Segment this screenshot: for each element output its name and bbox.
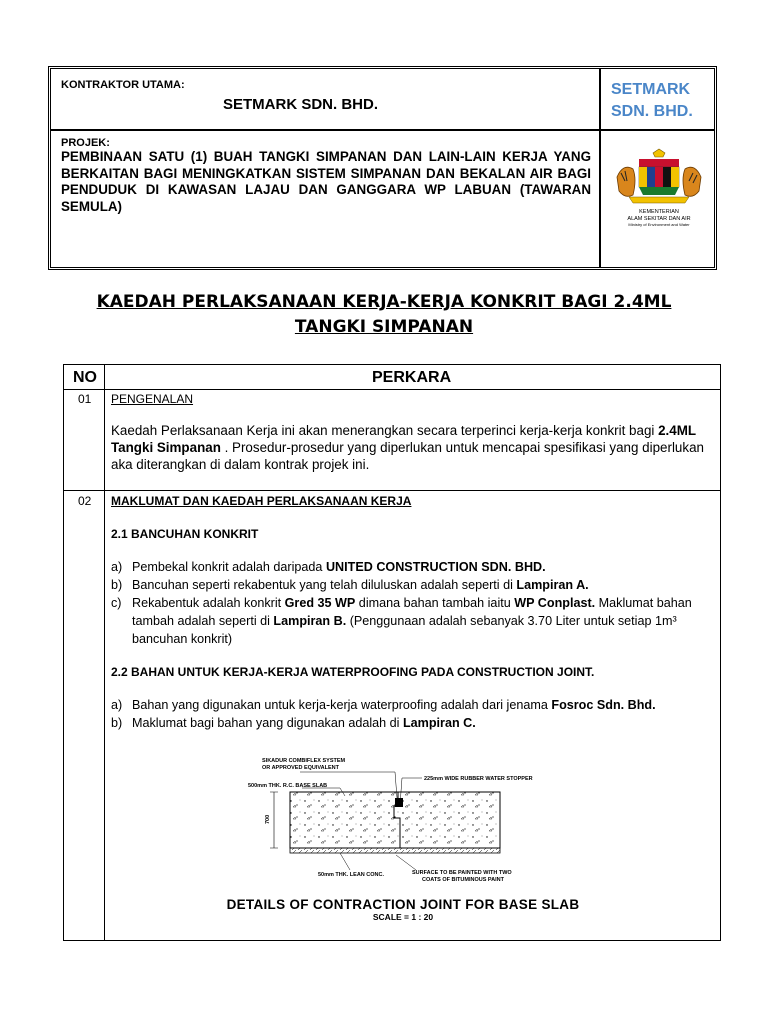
waterproofing-list [111, 696, 711, 732]
document-title [60, 290, 708, 340]
svg-text:KEMENTERIAN: KEMENTERIAN [639, 209, 679, 215]
title-line-1: KAEDAH PERLAKSANAAN KERJA-KERJA KONKRIT BAGI 2.4ML [96, 292, 672, 312]
list-text: dimana bahan tambah iaitu [355, 596, 515, 610]
svg-text:ALAM SEKITAR DAN AIR: ALAM SEKITAR DAN AIR [627, 216, 691, 222]
brand-line-2: SDN. BHD. [611, 103, 693, 120]
list-text: Rekabentuk adalah konkrit [132, 596, 285, 610]
intro-paragraph [111, 422, 711, 473]
title-line-2: TANGKI SIMPANAN [294, 317, 474, 337]
section-heading-pengenalan: PENGENALAN [111, 392, 194, 406]
list-text: Bahan yang digunakan untuk kerja-kerja waterproofing adalah dari jenama [132, 698, 552, 712]
annotation-water-stopper: 225mm WIDE RUBBER WATER STOPPER [424, 776, 533, 782]
annotation-sikadur-2: OR APPROVED EQUIVALENT [262, 765, 340, 771]
figure-scale: SCALE = 1 : 20 [372, 912, 434, 922]
list-marker: a) [111, 698, 123, 712]
subsection-bancuhan-konkrit: 2.1 BANCUHAN KONKRIT [111, 527, 259, 541]
header-divider [599, 69, 601, 129]
list-item [111, 558, 711, 576]
header-box [48, 66, 717, 270]
intro-text-b: . Prosedur-prosedur yang diperlukan untuk mencapai spesifikasi yang diperlukan aka diterangkan di dalam kontrak projek ini. [111, 440, 704, 472]
header-divider-lower [599, 129, 601, 267]
list-text-bold: Lampiran A. [516, 578, 589, 592]
annotation-surface-paint: SURFACE TO BE PAINTED WITH TWO [412, 870, 512, 876]
list-text: Pembekal konkrit adalah daripada [132, 560, 326, 574]
list-text: Maklumat bagi bahan yang digunakan adalah di [132, 716, 403, 730]
list-item [111, 576, 711, 594]
column-header-no: NO [73, 369, 97, 386]
annotation-dimension: 700 [265, 814, 271, 824]
contractor-name: SETMARK SDN. BHD. [223, 96, 379, 113]
list-text: (Penggunaan adalah sebanyak 3.70 Liter untuk setiap 1m³ bancuhan konkrit) [132, 614, 677, 646]
annotation-surface-paint-2: COATS OF BITUMINOUS PAINT [422, 877, 504, 883]
brand-line-1: SETMARK [611, 81, 691, 98]
list-marker: a) [111, 560, 123, 574]
list-text: Bancuhan seperti rekabentuk yang telah diluluskan adalah seperti di [132, 578, 517, 592]
ministry-crest-logo [609, 147, 709, 237]
intro-text-bold: 2.4ML Tangki Simpanan [111, 423, 696, 455]
contractor-label: KONTRAKTOR UTAMA: [61, 79, 185, 91]
leader-line [396, 855, 416, 870]
list-text-bold: Gred 35 WP [284, 596, 356, 610]
svg-text:Ministry of Environment and Wa: Ministry of Environment and Water [628, 222, 690, 227]
project-description: PEMBINAAN SATU (1) BUAH TANGKI SIMPANAN DAN LAIN-LAIN KERJA YANG BERKAITAN BAGI MENINGKATKAN SISTEM SIMPANAN DAN BEKALAN AIR BAGI PENDUDUK DI KAWASAN LAJAU DAN GANGGARA WP LABUAN (TAWARAN SEMULA) [61, 149, 591, 214]
column-divider [104, 365, 105, 940]
row-number-01: 01 [78, 392, 92, 406]
row-separator [64, 490, 720, 491]
row-number-02: 02 [78, 494, 92, 508]
section-heading-maklumat: MAKLUMAT DAN KAEDAH PERLAKSANAAN KERJA [111, 494, 412, 508]
combiflex-seal [395, 798, 403, 807]
list-marker: c) [111, 596, 122, 610]
brand-name [611, 79, 693, 123]
list-text-bold: Fosroc Sdn. Bhd. [551, 698, 656, 712]
annotation-lean-concrete: 50mm THK. LEAN CONC. [318, 872, 385, 878]
list-marker: b) [111, 578, 123, 592]
project-label: PROJEK: [61, 137, 110, 149]
figure-caption: DETAILS OF CONTRACTION JOINT FOR BASE SLAB [226, 897, 580, 912]
header-row-line [64, 389, 720, 390]
list-text-bold: Lampiran C. [402, 716, 476, 730]
leader-line [340, 853, 350, 870]
list-item [111, 696, 711, 714]
dimension-line [270, 792, 278, 848]
annotation-base-slab: 500mm THK. R.C. BASE SLAB [248, 783, 328, 789]
list-text-bold: WP Conplast. [514, 596, 596, 610]
list-item [111, 594, 711, 648]
column-header-perkara: PERKARA [372, 369, 452, 386]
intro-text-a: Kaedah Perlaksanaan Kerja ini akan menerangkan secara terperinci kerja-kerja konkrit bagi [111, 423, 659, 438]
list-text-bold: Lampiran B. [273, 614, 347, 628]
lean-concrete-layer [290, 848, 500, 853]
bancuhan-list [111, 558, 711, 648]
subsection-waterproofing: 2.2 BAHAN UNTUK KERJA-KERJA WATERPROOFING PADA CONSTRUCTION JOINT. [111, 665, 595, 679]
list-text: Maklumat bahan tambah adalah seperti di [132, 596, 692, 628]
list-item [111, 714, 711, 732]
annotation-sikadur: SIKADUR COMBIFLEX SYSTEM [262, 758, 346, 764]
list-text-bold: UNITED CONSTRUCTION SDN. BHD. [325, 560, 546, 574]
list-marker: b) [111, 716, 123, 730]
